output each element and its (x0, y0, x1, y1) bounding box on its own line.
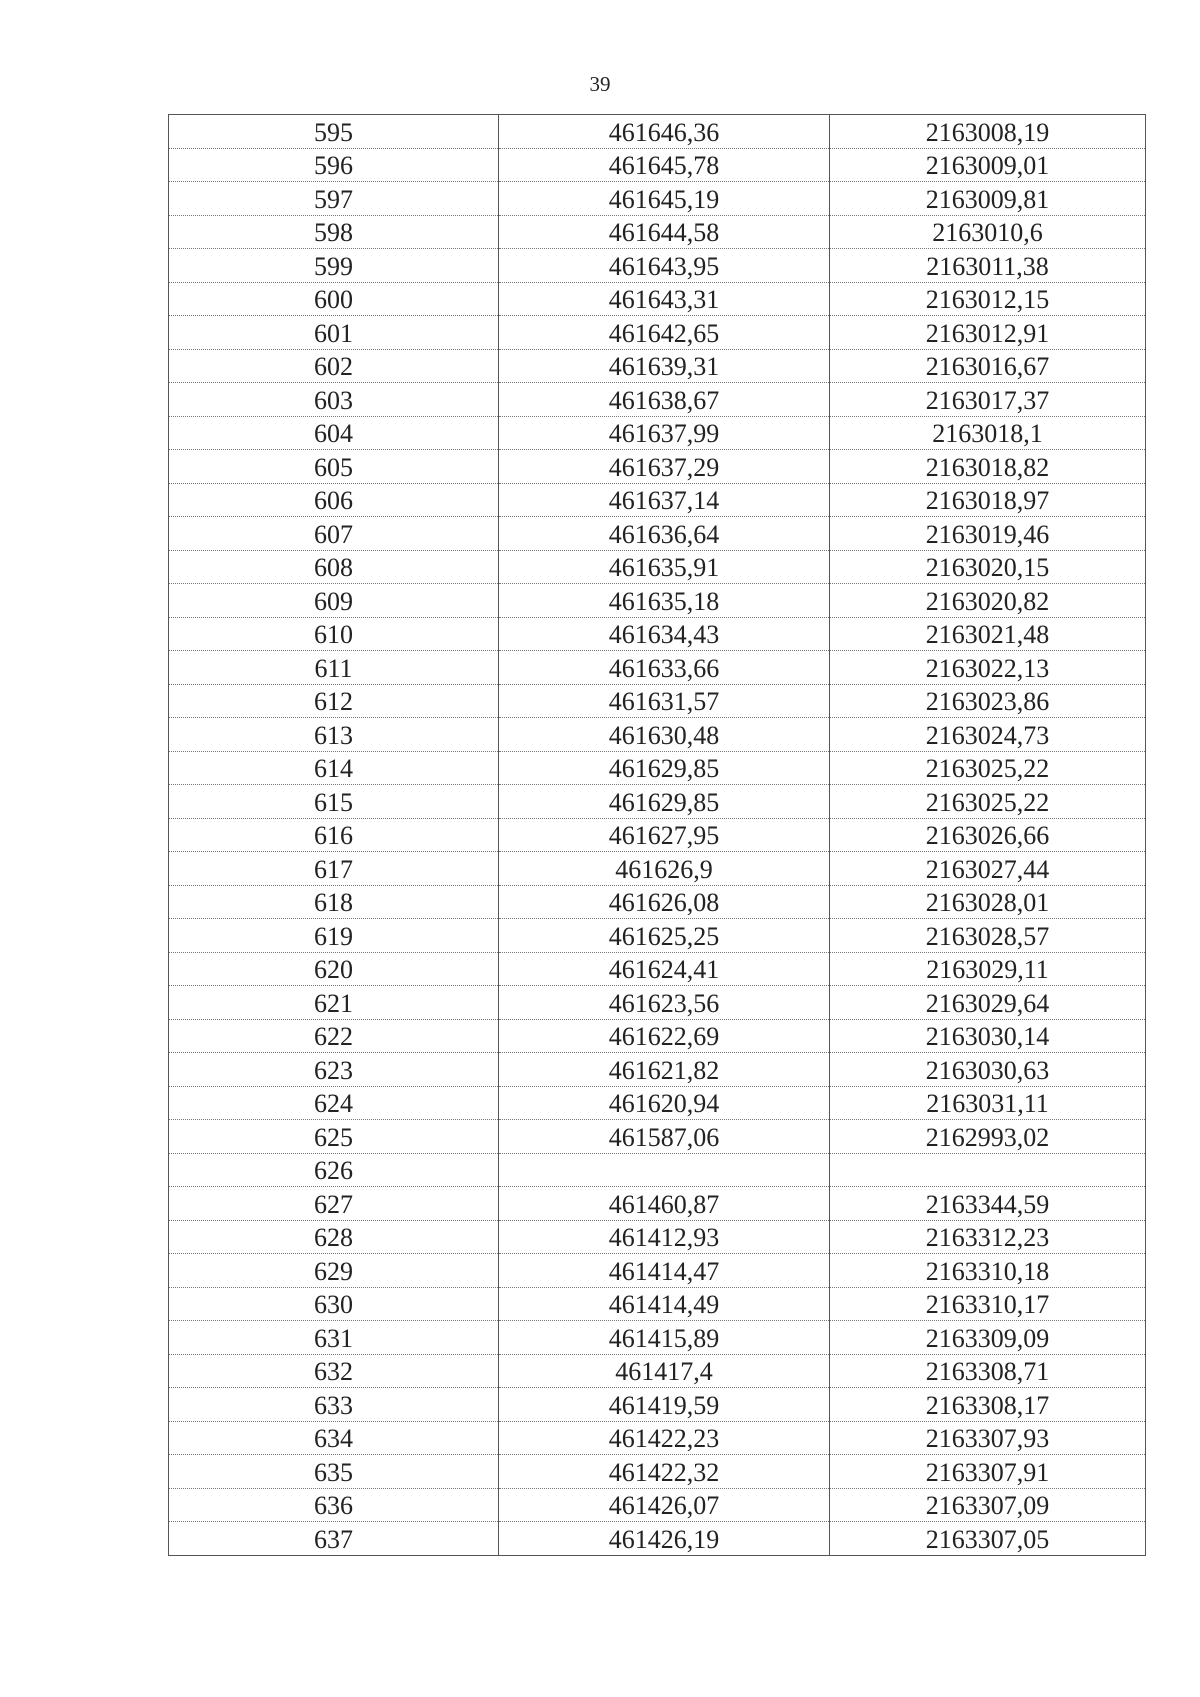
x-coordinate-cell: 461645,19 (499, 182, 830, 216)
table-row (169, 1522, 1146, 1556)
y-coordinate-cell: 2163023,86 (830, 684, 1146, 718)
x-coordinate-cell: 461635,91 (499, 550, 830, 584)
point-number-cell: 630 (169, 1287, 499, 1321)
point-number-cell: 626 (169, 1153, 499, 1187)
y-coordinate-cell: 2163016,67 (830, 349, 1146, 383)
coordinates-table-body (169, 115, 1146, 1556)
table-row (169, 249, 1146, 283)
table-row (169, 1488, 1146, 1522)
point-number-cell: 632 (169, 1354, 499, 1388)
y-coordinate-cell: 2163307,09 (830, 1488, 1146, 1522)
x-coordinate-cell: 461637,99 (499, 416, 830, 450)
y-coordinate-cell: 2163009,01 (830, 148, 1146, 182)
x-coordinate-cell: 461460,87 (499, 1187, 830, 1221)
x-coordinate-cell (499, 1153, 830, 1187)
point-number-cell: 604 (169, 416, 499, 450)
x-coordinate-cell: 461637,14 (499, 483, 830, 517)
table-row (169, 1287, 1146, 1321)
x-coordinate-cell: 461639,31 (499, 349, 830, 383)
point-number-cell: 609 (169, 584, 499, 618)
y-coordinate-cell: 2163020,82 (830, 584, 1146, 618)
table-row (169, 1153, 1146, 1187)
table-row (169, 919, 1146, 953)
table-row (169, 885, 1146, 919)
y-coordinate-cell: 2163312,23 (830, 1220, 1146, 1254)
y-coordinate-cell: 2163018,97 (830, 483, 1146, 517)
y-coordinate-cell: 2163029,64 (830, 986, 1146, 1020)
point-number-cell: 629 (169, 1254, 499, 1288)
point-number-cell: 600 (169, 282, 499, 316)
point-number-cell: 624 (169, 1086, 499, 1120)
point-number-cell: 628 (169, 1220, 499, 1254)
point-number-cell: 597 (169, 182, 499, 216)
table-row (169, 1019, 1146, 1053)
y-coordinate-cell: 2163307,93 (830, 1421, 1146, 1455)
x-coordinate-cell: 461643,95 (499, 249, 830, 283)
table-row (169, 1354, 1146, 1388)
point-number-cell: 635 (169, 1455, 499, 1489)
point-number-cell: 603 (169, 383, 499, 417)
point-number-cell: 636 (169, 1488, 499, 1522)
x-coordinate-cell: 461412,93 (499, 1220, 830, 1254)
point-number-cell: 596 (169, 148, 499, 182)
x-coordinate-cell: 461627,95 (499, 818, 830, 852)
y-coordinate-cell: 2163025,22 (830, 785, 1146, 819)
y-coordinate-cell: 2163017,37 (830, 383, 1146, 417)
table-row (169, 1421, 1146, 1455)
point-number-cell: 605 (169, 450, 499, 484)
y-coordinate-cell: 2163307,91 (830, 1455, 1146, 1489)
y-coordinate-cell: 2162993,02 (830, 1120, 1146, 1154)
table-row (169, 383, 1146, 417)
y-coordinate-cell: 2163030,63 (830, 1053, 1146, 1087)
point-number-cell: 625 (169, 1120, 499, 1154)
y-coordinate-cell: 2163310,18 (830, 1254, 1146, 1288)
point-number-cell: 599 (169, 249, 499, 283)
table-row (169, 282, 1146, 316)
y-coordinate-cell: 2163020,15 (830, 550, 1146, 584)
x-coordinate-cell: 461422,23 (499, 1421, 830, 1455)
y-coordinate-cell: 2163027,44 (830, 852, 1146, 886)
point-number-cell: 611 (169, 651, 499, 685)
point-number-cell: 633 (169, 1388, 499, 1422)
page-number: 39 (589, 72, 611, 96)
point-number-cell: 631 (169, 1321, 499, 1355)
x-coordinate-cell: 461636,64 (499, 517, 830, 551)
x-coordinate-cell: 461620,94 (499, 1086, 830, 1120)
point-number-cell: 613 (169, 718, 499, 752)
point-number-cell: 637 (169, 1522, 499, 1556)
x-coordinate-cell: 461634,43 (499, 617, 830, 651)
point-number-cell: 607 (169, 517, 499, 551)
y-coordinate-cell: 2163307,05 (830, 1522, 1146, 1556)
x-coordinate-cell: 461419,59 (499, 1388, 830, 1422)
y-coordinate-cell: 2163031,11 (830, 1086, 1146, 1120)
table-row (169, 349, 1146, 383)
x-coordinate-cell: 461624,41 (499, 952, 830, 986)
point-number-cell: 620 (169, 952, 499, 986)
x-coordinate-cell: 461645,78 (499, 148, 830, 182)
table-row (169, 1455, 1146, 1489)
table-row (169, 148, 1146, 182)
point-number-cell: 610 (169, 617, 499, 651)
x-coordinate-cell: 461415,89 (499, 1321, 830, 1355)
point-number-cell: 617 (169, 852, 499, 886)
table-row (169, 818, 1146, 852)
table-row (169, 852, 1146, 886)
point-number-cell: 615 (169, 785, 499, 819)
table-row (169, 718, 1146, 752)
table-row (169, 550, 1146, 584)
table-row (169, 316, 1146, 350)
table-row (169, 1220, 1146, 1254)
point-number-cell: 602 (169, 349, 499, 383)
x-coordinate-cell: 461643,31 (499, 282, 830, 316)
table-row (169, 986, 1146, 1020)
table-row (169, 1187, 1146, 1221)
x-coordinate-cell: 461426,07 (499, 1488, 830, 1522)
y-coordinate-cell: 2163018,1 (830, 416, 1146, 450)
y-coordinate-cell: 2163308,71 (830, 1354, 1146, 1388)
y-coordinate-cell: 2163028,57 (830, 919, 1146, 953)
y-coordinate-cell: 2163024,73 (830, 718, 1146, 752)
table-row (169, 1321, 1146, 1355)
table-row (169, 517, 1146, 551)
point-number-cell: 614 (169, 751, 499, 785)
table-row (169, 450, 1146, 484)
x-coordinate-cell: 461626,9 (499, 852, 830, 886)
table-row (169, 651, 1146, 685)
point-number-cell: 598 (169, 215, 499, 249)
table-row (169, 182, 1146, 216)
x-coordinate-cell: 461629,85 (499, 751, 830, 785)
table-row (169, 1254, 1146, 1288)
x-coordinate-cell: 461414,49 (499, 1287, 830, 1321)
table-row (169, 1053, 1146, 1087)
point-number-cell: 612 (169, 684, 499, 718)
x-coordinate-cell: 461642,65 (499, 316, 830, 350)
y-coordinate-cell: 2163011,38 (830, 249, 1146, 283)
x-coordinate-cell: 461646,36 (499, 115, 830, 149)
point-number-cell: 634 (169, 1421, 499, 1455)
y-coordinate-cell: 2163018,82 (830, 450, 1146, 484)
y-coordinate-cell: 2163026,66 (830, 818, 1146, 852)
y-coordinate-cell: 2163308,17 (830, 1388, 1146, 1422)
y-coordinate-cell: 2163012,15 (830, 282, 1146, 316)
y-coordinate-cell: 2163010,6 (830, 215, 1146, 249)
x-coordinate-cell: 461587,06 (499, 1120, 830, 1154)
point-number-cell: 619 (169, 919, 499, 953)
x-coordinate-cell: 461644,58 (499, 215, 830, 249)
x-coordinate-cell: 461638,67 (499, 383, 830, 417)
y-coordinate-cell: 2163021,48 (830, 617, 1146, 651)
table-row (169, 483, 1146, 517)
table-row (169, 115, 1146, 149)
y-coordinate-cell: 2163028,01 (830, 885, 1146, 919)
y-coordinate-cell: 2163030,14 (830, 1019, 1146, 1053)
table-row (169, 952, 1146, 986)
point-number-cell: 616 (169, 818, 499, 852)
table-row (169, 751, 1146, 785)
point-number-cell: 595 (169, 115, 499, 149)
point-number-cell: 623 (169, 1053, 499, 1087)
x-coordinate-cell: 461623,56 (499, 986, 830, 1020)
x-coordinate-cell: 461621,82 (499, 1053, 830, 1087)
y-coordinate-cell: 2163309,09 (830, 1321, 1146, 1355)
x-coordinate-cell: 461635,18 (499, 584, 830, 618)
table-row (169, 684, 1146, 718)
x-coordinate-cell: 461625,25 (499, 919, 830, 953)
point-number-cell: 618 (169, 885, 499, 919)
table-row (169, 215, 1146, 249)
y-coordinate-cell: 2163029,11 (830, 952, 1146, 986)
coordinates-table (168, 114, 1146, 1556)
point-number-cell: 601 (169, 316, 499, 350)
point-number-cell: 621 (169, 986, 499, 1020)
table-row (169, 1388, 1146, 1422)
y-coordinate-cell: 2163009,81 (830, 182, 1146, 216)
x-coordinate-cell: 461629,85 (499, 785, 830, 819)
point-number-cell: 608 (169, 550, 499, 584)
y-coordinate-cell: 2163019,46 (830, 517, 1146, 551)
x-coordinate-cell: 461626,08 (499, 885, 830, 919)
y-coordinate-cell: 2163008,19 (830, 115, 1146, 149)
table-row (169, 1086, 1146, 1120)
table-row (169, 416, 1146, 450)
table-row (169, 785, 1146, 819)
table-row (169, 584, 1146, 618)
y-coordinate-cell: 2163022,13 (830, 651, 1146, 685)
x-coordinate-cell: 461637,29 (499, 450, 830, 484)
y-coordinate-cell: 2163344,59 (830, 1187, 1146, 1221)
x-coordinate-cell: 461422,32 (499, 1455, 830, 1489)
y-coordinate-cell: 2163012,91 (830, 316, 1146, 350)
y-coordinate-cell (830, 1153, 1146, 1187)
x-coordinate-cell: 461417,4 (499, 1354, 830, 1388)
table-row (169, 1120, 1146, 1154)
point-number-cell: 606 (169, 483, 499, 517)
point-number-cell: 622 (169, 1019, 499, 1053)
table-row (169, 617, 1146, 651)
x-coordinate-cell: 461414,47 (499, 1254, 830, 1288)
x-coordinate-cell: 461631,57 (499, 684, 830, 718)
x-coordinate-cell: 461426,19 (499, 1522, 830, 1556)
x-coordinate-cell: 461630,48 (499, 718, 830, 752)
y-coordinate-cell: 2163310,17 (830, 1287, 1146, 1321)
x-coordinate-cell: 461633,66 (499, 651, 830, 685)
point-number-cell: 627 (169, 1187, 499, 1221)
x-coordinate-cell: 461622,69 (499, 1019, 830, 1053)
y-coordinate-cell: 2163025,22 (830, 751, 1146, 785)
